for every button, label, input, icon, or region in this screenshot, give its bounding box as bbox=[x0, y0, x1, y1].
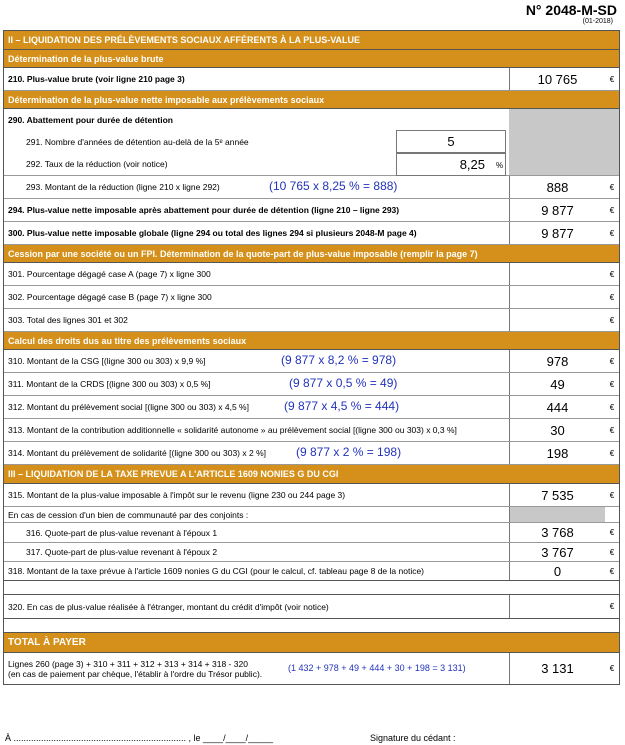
gray-292-eur bbox=[605, 153, 619, 175]
amount-315[interactable]: 7 535 bbox=[509, 484, 605, 506]
label-294: 294. Plus-value nette imposable après abattement pour durée de détention (ligne 210 – ligne 293) bbox=[8, 205, 400, 215]
note-310: (9 877 x 8,2 % = 978) bbox=[281, 353, 397, 367]
note-293: (10 765 x 8,25 % = 888) bbox=[269, 179, 398, 193]
amount-302[interactable] bbox=[509, 286, 605, 308]
amount-210[interactable]: 10 765 bbox=[509, 68, 605, 90]
gray-291 bbox=[509, 130, 605, 153]
currency-294: € bbox=[609, 205, 615, 215]
form-table bbox=[3, 30, 620, 685]
currency-315: € bbox=[609, 490, 615, 500]
section-3-title: III – LIQUIDATION DE LA TAXE PREVUE A L'ARTICLE 1609 NONIES G DU CGI bbox=[4, 465, 619, 484]
subsection-brute: Détermination de la plus-value brute bbox=[4, 50, 619, 68]
currency-320: € bbox=[609, 602, 615, 611]
amount-316[interactable]: 3 768 bbox=[509, 523, 605, 542]
label-315: 315. Montant de la plus-value imposable à l'impôt sur le revenu (ligne 230 ou 244 page 3) bbox=[8, 490, 346, 500]
currency-total: € bbox=[609, 664, 615, 673]
label-303: 303. Total des lignes 301 et 302 bbox=[8, 315, 128, 325]
subsection-calcul: Calcul des droits dus au titre des prélèvements sociaux bbox=[4, 332, 619, 350]
row-320 bbox=[4, 595, 619, 619]
row-210 bbox=[4, 68, 619, 91]
row-294 bbox=[4, 199, 619, 222]
gray-292 bbox=[509, 153, 605, 175]
amount-313[interactable]: 30 bbox=[509, 419, 605, 441]
section-2-title: II – LIQUIDATION DES PRÉLÈVEMENTS SOCIAUX AFFÉRENTS À LA PLUS-VALUE bbox=[4, 31, 619, 50]
currency-313: € bbox=[609, 425, 615, 435]
currency-293: € bbox=[609, 182, 615, 192]
label-320: 320. En cas de plus-value réalisée à l'étranger, montant du crédit d'impôt (voir notice) bbox=[8, 601, 329, 612]
row-311 bbox=[4, 373, 619, 396]
amount-318[interactable]: 0 bbox=[509, 562, 605, 580]
row-total bbox=[4, 652, 619, 684]
amount-311[interactable]: 49 bbox=[509, 373, 605, 395]
total-line2: (en cas de paiement par chèque, l'établir à l'ordre du Trésor public). bbox=[8, 668, 263, 679]
amount-310[interactable]: 978 bbox=[509, 350, 605, 372]
row-291 bbox=[4, 130, 619, 153]
row-317 bbox=[4, 543, 619, 562]
currency-314: € bbox=[609, 448, 615, 458]
footer-signature: Signature du cédant : bbox=[370, 733, 456, 743]
amount-292[interactable]: 8,25 bbox=[396, 153, 506, 176]
row-300 bbox=[4, 222, 619, 245]
row-314 bbox=[4, 442, 619, 465]
label-314: 314. Montant du prélèvement de solidarité [(ligne 300 ou 303) x 2 %] bbox=[8, 448, 266, 458]
footer bbox=[5, 733, 617, 743]
currency-300: € bbox=[609, 228, 615, 238]
gray-290 bbox=[509, 109, 605, 130]
form-number: N° 2048-M-SD bbox=[525, 2, 617, 18]
label-292: 292. Taux de la réduction (voir notice) bbox=[26, 159, 168, 169]
currency-210: € bbox=[609, 74, 615, 84]
gray-communaute bbox=[509, 507, 605, 522]
label-210: 210. Plus-value brute (voir ligne 210 page 3) bbox=[8, 74, 185, 84]
amount-320[interactable] bbox=[509, 595, 605, 618]
spacer-2 bbox=[4, 619, 619, 633]
note-312: (9 877 x 4,5 % = 444) bbox=[284, 399, 400, 413]
amount-293[interactable]: 888 bbox=[509, 176, 605, 198]
row-302 bbox=[4, 286, 619, 309]
label-291: 291. Nombre d'années de détention au-delà de la 5ᵉ année bbox=[26, 136, 249, 147]
currency-312: € bbox=[609, 402, 615, 412]
unit-292: % bbox=[496, 161, 504, 170]
label-318: 318. Montant de la taxe prévue à l'article 1609 nonies G du CGI (pour le calcul, cf. tableau page 8 de la notice) bbox=[8, 566, 425, 576]
label-290: 290. Abattement pour durée de détention bbox=[8, 114, 173, 125]
label-312: 312. Montant du prélèvement social [(ligne 300 ou 303) x 4,5 %] bbox=[8, 402, 249, 412]
form-date: (01-2018) bbox=[582, 18, 613, 25]
amount-total[interactable]: 3 131 bbox=[509, 653, 605, 684]
row-310 bbox=[4, 350, 619, 373]
currency-302: € bbox=[609, 292, 615, 302]
row-301 bbox=[4, 263, 619, 286]
amount-300[interactable]: 9 877 bbox=[509, 222, 605, 244]
label-310: 310. Montant de la CSG [(ligne 300 ou 303) x 9,9 %] bbox=[8, 356, 206, 366]
spacer-1 bbox=[4, 581, 619, 595]
footer-place: À ..................................................................... , le ____/____/_____ bbox=[5, 733, 274, 743]
currency-303: € bbox=[609, 315, 615, 325]
row-293 bbox=[4, 176, 619, 199]
amount-291[interactable]: 5 bbox=[396, 130, 506, 153]
currency-317: € bbox=[609, 547, 615, 557]
subsection-nette: Détermination de la plus-value nette imposable aux prélèvements sociaux bbox=[4, 91, 619, 109]
row-318 bbox=[4, 562, 619, 581]
row-communaute bbox=[4, 507, 619, 523]
label-316: 316. Quote-part de plus-value revenant à l'époux 1 bbox=[26, 527, 218, 538]
row-313 bbox=[4, 419, 619, 442]
label-311: 311. Montant de la CRDS [(ligne 300 ou 303) x 0,5 %] bbox=[8, 379, 211, 389]
note-total: (1 432 + 978 + 49 + 444 + 30 + 198 = 3 131) bbox=[288, 663, 466, 673]
currency-318: € bbox=[609, 566, 615, 576]
note-314: (9 877 x 2 % = 198) bbox=[296, 445, 402, 459]
amount-314[interactable]: 198 bbox=[509, 442, 605, 464]
label-313: 313. Montant de la contribution additionnelle « solidarité autonome » au prélèvement social [(ligne 300 ou 303) x 0,3 %] bbox=[8, 425, 457, 435]
total-line1: Lignes 260 (page 3) + 310 + 311 + 312 + 313 + 314 + 318 - 320 bbox=[8, 658, 248, 669]
label-317: 317. Quote-part de plus-value revenant à l'époux 2 bbox=[26, 547, 218, 557]
row-312 bbox=[4, 396, 619, 419]
amount-303[interactable] bbox=[509, 309, 605, 331]
currency-301: € bbox=[609, 269, 615, 279]
label-communaute: En cas de cession d'un bien de communauté par des conjoints : bbox=[8, 509, 249, 520]
total-title: TOTAL À PAYER bbox=[4, 633, 619, 652]
row-292 bbox=[4, 153, 619, 176]
amount-317[interactable]: 3 767 bbox=[509, 543, 605, 561]
label-300: 300. Plus-value nette imposable globale (ligne 294 ou total des lignes 294 si plusieurs 2048-M page 4) bbox=[8, 228, 417, 238]
label-293: 293. Montant de la réduction (ligne 210 x ligne 292) bbox=[26, 182, 220, 192]
amount-294[interactable]: 9 877 bbox=[509, 199, 605, 221]
currency-310: € bbox=[609, 356, 615, 366]
subsection-cession: Cession par une société ou un FPI. Détermination de la quote-part de plus-value imposable (remplir la page 7) bbox=[4, 245, 619, 263]
currency-316: € bbox=[609, 528, 615, 537]
blank-communaute-eur bbox=[605, 507, 619, 522]
row-290 bbox=[4, 109, 619, 130]
gray-290-eur bbox=[605, 109, 619, 130]
label-302: 302. Pourcentage dégagé case B (page 7) x ligne 300 bbox=[8, 292, 212, 302]
gray-291-eur bbox=[605, 130, 619, 153]
label-301: 301. Pourcentage dégagé case A (page 7) x ligne 300 bbox=[8, 269, 211, 279]
currency-311: € bbox=[609, 379, 615, 389]
note-311: (9 877 x 0,5 % = 49) bbox=[289, 376, 398, 390]
amount-301[interactable] bbox=[509, 263, 605, 285]
amount-312[interactable]: 444 bbox=[509, 396, 605, 418]
row-316 bbox=[4, 523, 619, 543]
row-315 bbox=[4, 484, 619, 507]
row-303 bbox=[4, 309, 619, 332]
